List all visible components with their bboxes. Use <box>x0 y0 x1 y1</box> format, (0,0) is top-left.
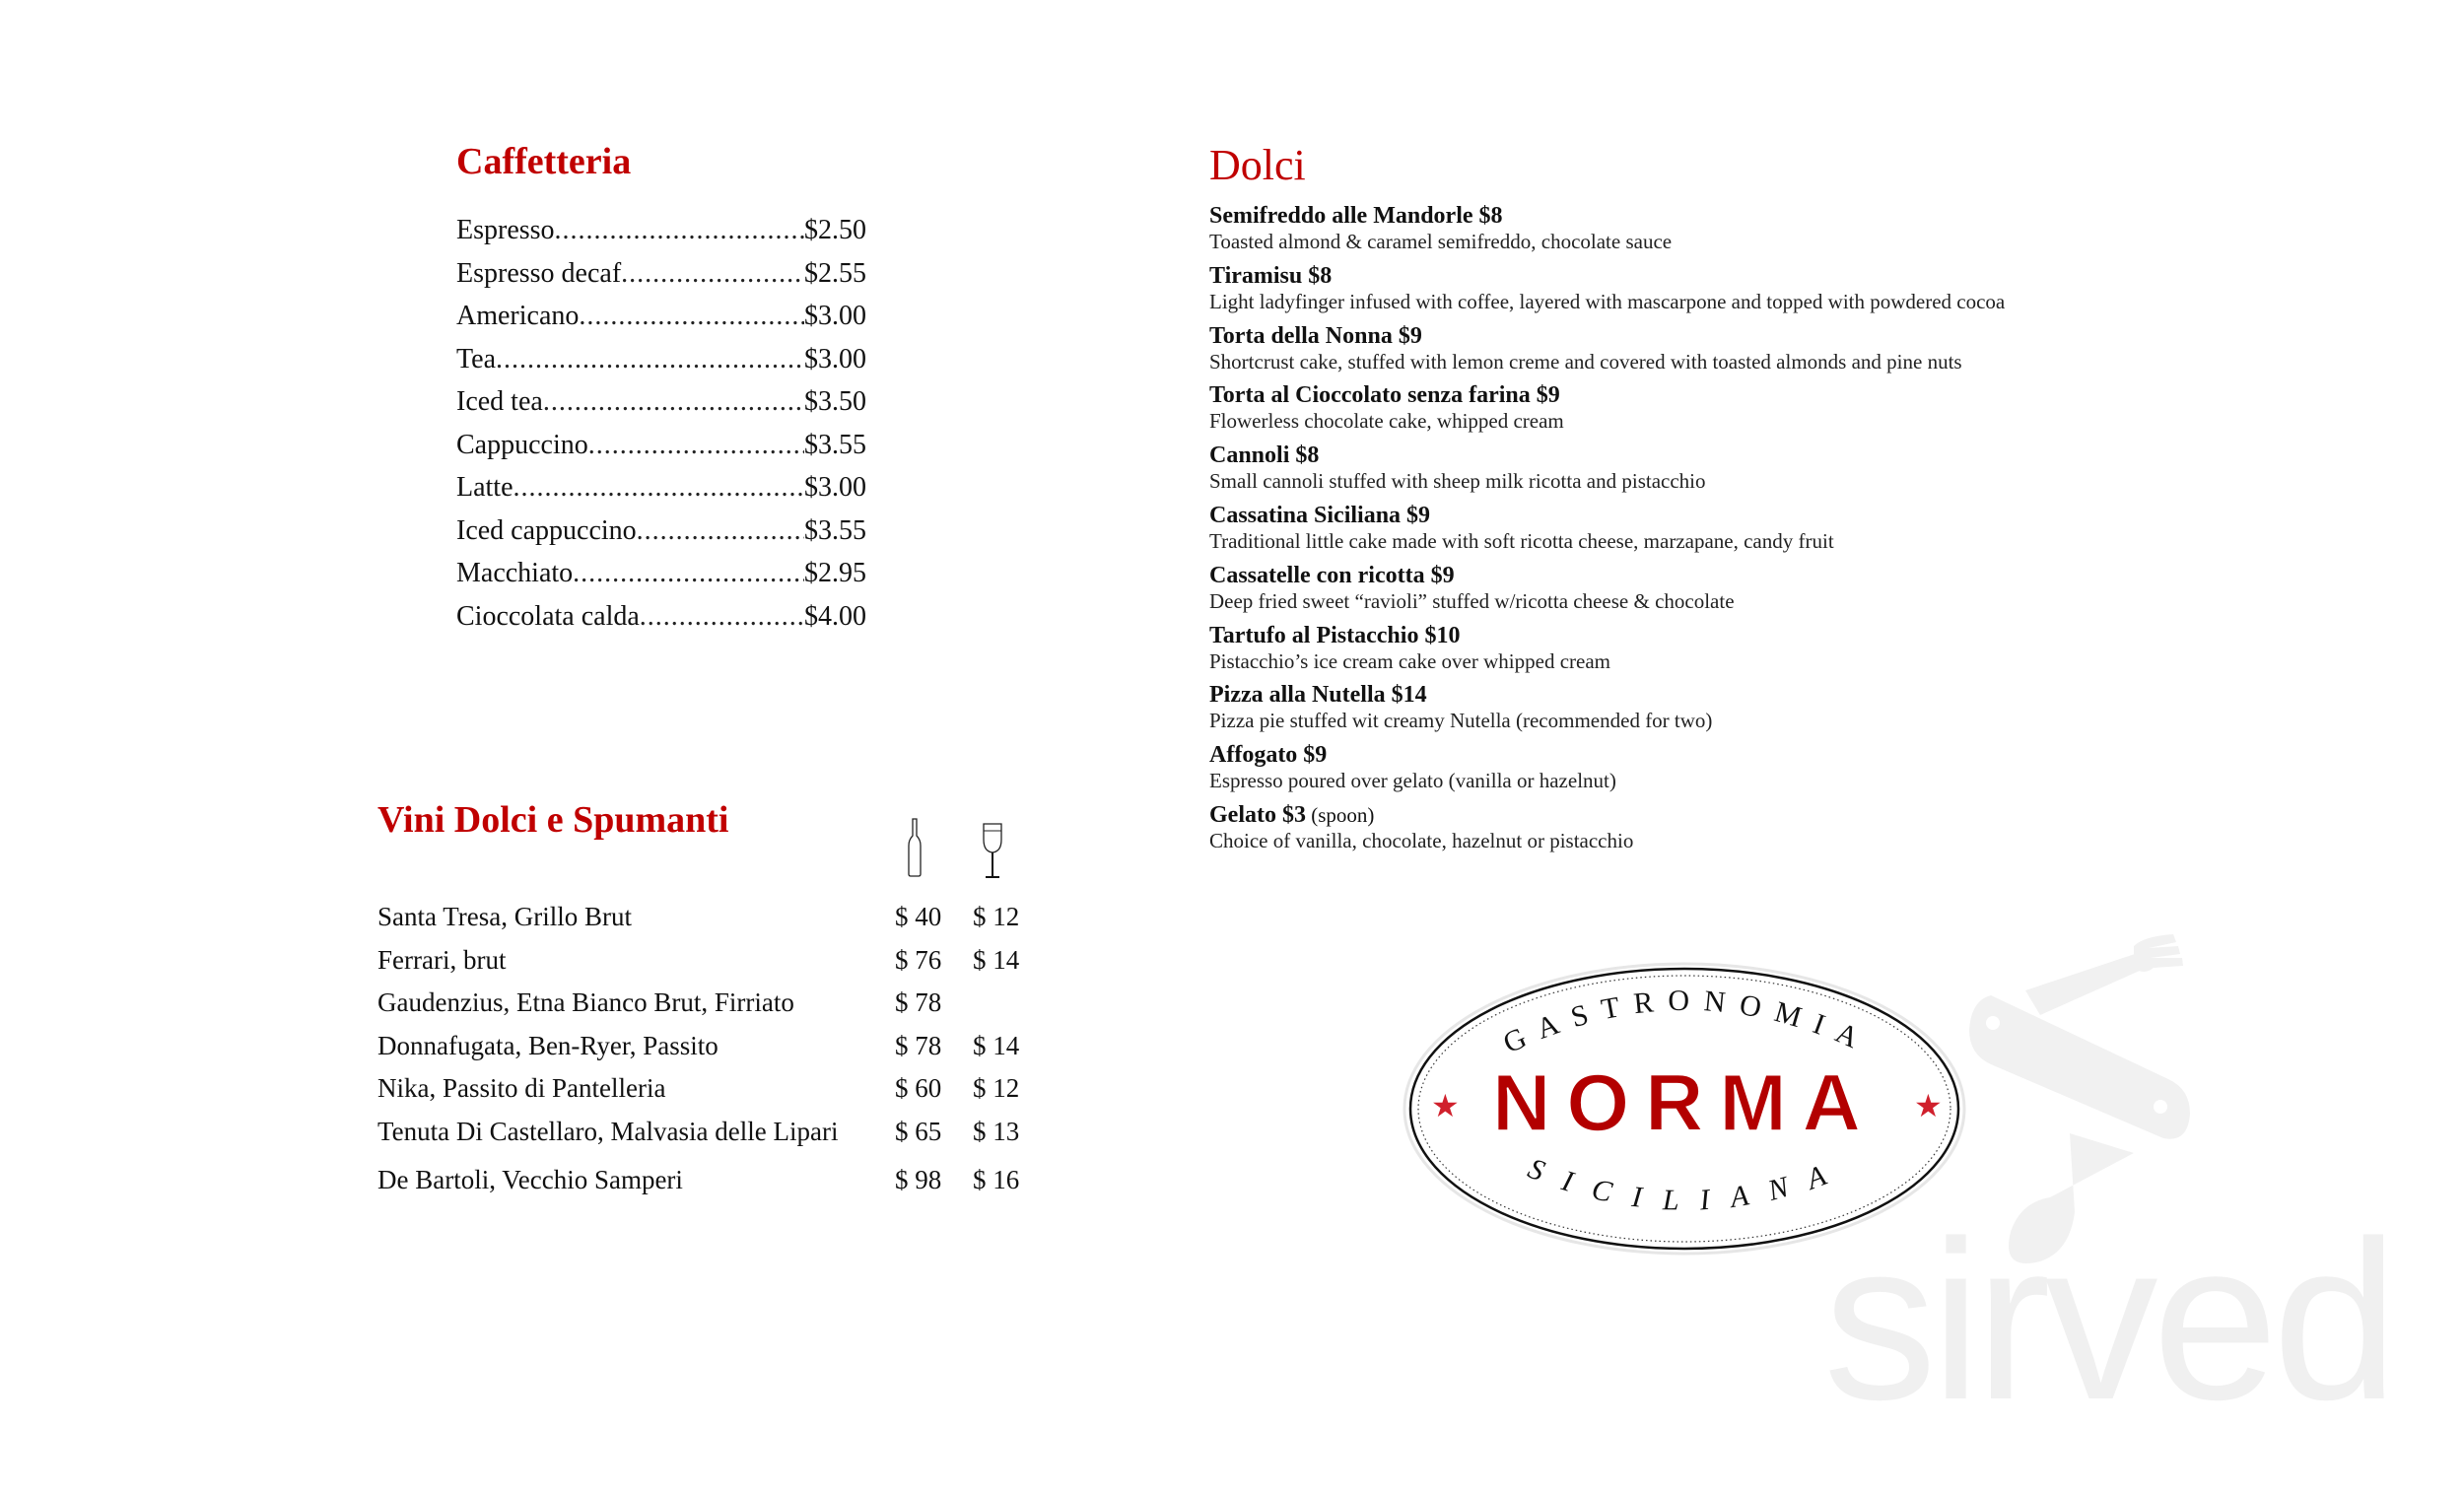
dessert-name <box>1209 623 2195 649</box>
item-name: Iced cappuccino <box>456 514 637 546</box>
item-name: Cioccolata calda <box>456 600 640 632</box>
item-name: Macchiato <box>456 558 574 588</box>
dolci-heading: Dolci <box>1209 141 1306 189</box>
dessert-name <box>1209 682 2195 709</box>
logo-top-text: GASTRONOMIA <box>1498 984 1877 1060</box>
glass-price: $ 13 <box>973 1116 1020 1146</box>
dessert-name <box>1209 203 2195 230</box>
glass-price: $ 16 <box>973 1164 1020 1194</box>
dessert-name-text: Tiramisu $8 <box>1209 262 1333 289</box>
item-price: $3.00 <box>804 301 866 331</box>
dessert-name <box>1209 563 2195 589</box>
bottle-price: $ 98 <box>895 1164 942 1194</box>
bottle-price: $ 76 <box>895 944 942 975</box>
item-price: $2.95 <box>804 558 866 588</box>
dot-leader <box>513 472 804 504</box>
dessert-item <box>1209 323 2195 383</box>
dessert-description: Pistacchio’s ice cream cake over whipped cream <box>1209 648 1610 673</box>
dot-leader <box>555 215 804 246</box>
wine-glass-icon <box>981 822 1004 879</box>
menu-item <box>456 386 866 430</box>
dessert-description: Choice of vanilla, chocolate, hazelnut or pistacchio <box>1209 828 1634 852</box>
item-name: Tea <box>456 343 497 374</box>
dessert-description: Deep fried sweet “ravioli” stuffed w/ricotta cheese & chocolate <box>1209 588 1735 613</box>
caffetteria-heading: Caffetteria <box>456 141 632 182</box>
glass-price: $ 14 <box>973 944 1020 975</box>
wine-name: Ferrari, brut <box>377 944 507 975</box>
dot-leader <box>588 430 804 461</box>
glass-price: $ 14 <box>973 1030 1020 1060</box>
sirved-watermark: sirved <box>1823 1193 2393 1447</box>
dessert-item <box>1209 682 2195 742</box>
bottle-price: $ 78 <box>895 1030 942 1060</box>
wine-name: Tenuta Di Castellaro, Malvasia delle Lipari <box>377 1116 839 1146</box>
bottle-price: $ 40 <box>895 902 942 931</box>
dessert-name-text: Cassatina Siciliana $9 <box>1209 502 1431 528</box>
dessert-item <box>1209 503 2195 563</box>
dessert-name <box>1209 742 2195 769</box>
dessert-description: Toasted almond & caramel semifreddo, chocolate sauce <box>1209 230 1673 253</box>
dessert-item <box>1209 263 2195 323</box>
dessert-name <box>1209 442 2195 469</box>
dessert-name-text: Affogato $9 <box>1209 742 1328 769</box>
wine-bottle-icon <box>905 818 924 877</box>
dessert-name-text: Semifreddo alle Mandorle $8 <box>1209 203 1503 229</box>
dessert-item <box>1209 563 2195 623</box>
glass-price: $ 12 <box>973 1073 1020 1104</box>
dessert-description: Flowerless chocolate cake, whipped cream <box>1209 409 1564 434</box>
dessert-description: Shortcrust cake, stuffed with lemon creme and covered with toasted almonds and pine nuts <box>1209 349 1962 374</box>
wine-name: De Bartoli, Vecchio Samperi <box>377 1164 683 1194</box>
logo-bottom-text: SICILIANA <box>1523 1151 1851 1217</box>
item-price: $2.50 <box>804 215 866 245</box>
dessert-name-text: Torta della Nonna $9 <box>1209 322 1422 349</box>
dessert-item <box>1209 442 2195 503</box>
menu-item <box>456 344 866 387</box>
menu-item <box>456 430 866 473</box>
dessert-description: Espresso poured over gelato (vanilla or hazelnut) <box>1209 769 1616 793</box>
glass-price: $ 12 <box>973 902 1020 931</box>
wine-name: Gaudenzius, Etna Bianco Brut, Firriato <box>377 987 794 1018</box>
item-price: $3.00 <box>804 472 866 503</box>
menu-item <box>456 515 866 559</box>
menu-item <box>456 601 866 645</box>
menu-item <box>456 301 866 344</box>
dessert-name-text: Cannoli $8 <box>1209 442 1320 469</box>
dessert-name <box>1209 263 2195 290</box>
wine-name: Nika, Passito di Pantelleria <box>377 1073 666 1104</box>
star-icon: ★ <box>1431 1087 1460 1124</box>
item-price: $3.50 <box>804 386 866 417</box>
logo-name: NORMA <box>1492 1058 1877 1148</box>
dessert-item <box>1209 382 2195 442</box>
dot-leader <box>640 601 804 633</box>
dessert-name <box>1209 323 2195 350</box>
menu-item <box>456 258 866 302</box>
dessert-description: Small cannoli stuffed with sheep milk ricotta and pistacchio <box>1209 469 1706 494</box>
dessert-note: (spoon) <box>1305 802 1375 827</box>
dot-leader <box>637 515 804 547</box>
bottle-price: $ 65 <box>895 1116 942 1146</box>
dessert-item <box>1209 742 2195 802</box>
dolci-list <box>1209 203 2195 862</box>
dessert-name <box>1209 382 2195 409</box>
bottle-price: $ 60 <box>895 1073 942 1104</box>
wine-name: Donnafugata, Ben-Ryer, Passito <box>377 1030 719 1060</box>
item-name: Iced tea <box>456 386 543 417</box>
caffetteria-list <box>456 215 866 644</box>
dot-leader <box>573 558 804 589</box>
menu-item <box>456 472 866 515</box>
dessert-item <box>1209 623 2195 683</box>
item-name: Espresso decaf <box>456 257 622 289</box>
item-price: $3.00 <box>804 343 866 374</box>
item-name: Cappuccino <box>456 429 588 460</box>
item-price: $2.55 <box>804 257 866 289</box>
dessert-item <box>1209 203 2195 263</box>
dot-leader <box>543 386 804 418</box>
dessert-name-text: Tartufo al Pistacchio $10 <box>1209 622 1461 648</box>
dessert-name <box>1209 503 2195 529</box>
dot-leader <box>579 301 804 332</box>
dessert-description: Light ladyfinger infused with coffee, layered with mascarpone and topped with powdered cocoa <box>1209 289 2006 313</box>
item-price: $4.00 <box>804 600 866 632</box>
dessert-name-text: Cassatelle con ricotta $9 <box>1209 562 1455 588</box>
item-price: $3.55 <box>804 514 866 546</box>
item-price: $3.55 <box>804 429 866 460</box>
dessert-description: Traditional little cake made with soft ricotta cheese, marzapane, candy fruit <box>1209 528 1834 553</box>
item-name: Latte <box>456 472 513 503</box>
norma-logo <box>1402 961 1968 1257</box>
star-icon: ★ <box>1914 1087 1943 1124</box>
item-name: Americano <box>456 301 580 331</box>
bottle-price: $ 78 <box>895 987 942 1018</box>
dot-leader <box>496 344 804 375</box>
menu-item <box>456 215 866 258</box>
item-name: Espresso <box>456 215 555 245</box>
dot-leader <box>621 258 804 290</box>
vini-heading: Vini Dolci e Spumanti <box>377 799 729 841</box>
dessert-name <box>1209 802 2195 829</box>
dessert-description: Pizza pie stuffed wit creamy Nutella (recommended for two) <box>1209 709 1713 733</box>
dessert-name-text: Pizza alla Nutella $14 <box>1209 682 1427 709</box>
dessert-item <box>1209 802 2195 862</box>
dessert-name-text: Torta al Cioccolato senza farina $9 <box>1209 382 1560 409</box>
wine-name: Santa Tresa, Grillo Brut <box>377 902 633 931</box>
menu-item <box>456 558 866 601</box>
dessert-name-text: Gelato $3 <box>1209 801 1306 828</box>
